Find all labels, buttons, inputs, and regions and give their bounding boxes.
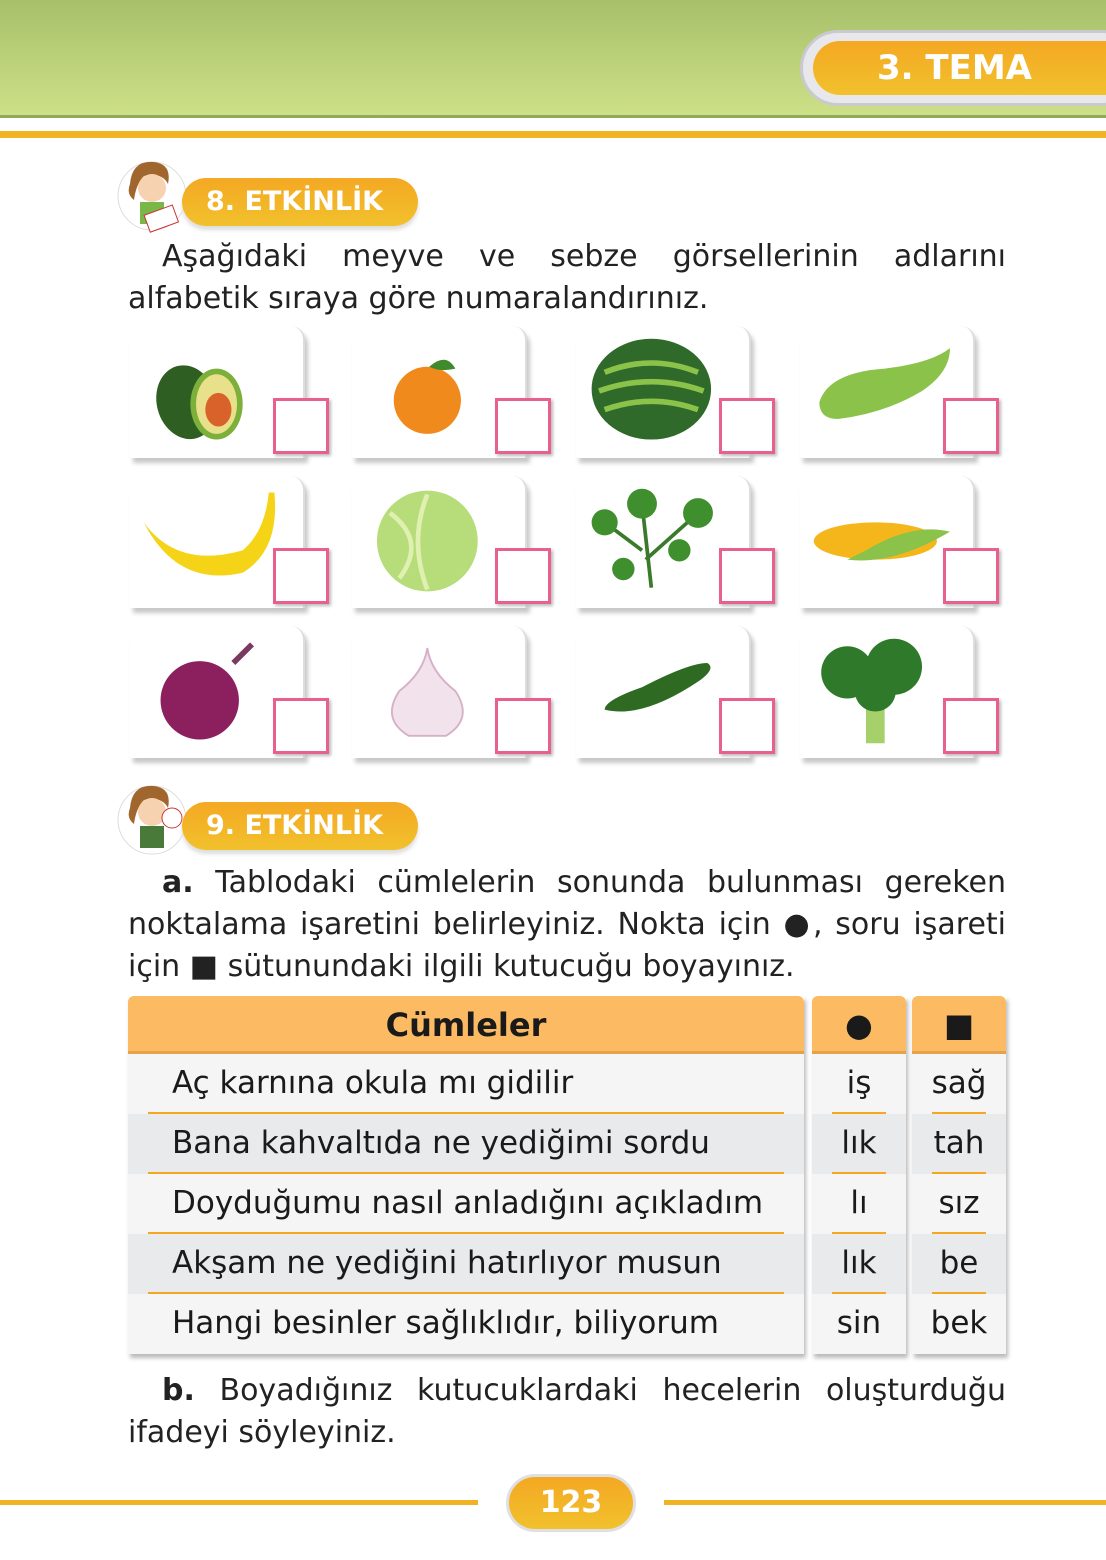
sentence-cell: Hangi besinler sağlıklıdır, biliyorum [128,1294,804,1354]
number-checkbox[interactable] [495,548,551,604]
broccoli-icon [810,632,950,750]
cucumber-icon [586,632,726,750]
produce-card [576,476,751,608]
dot-syllable-cell[interactable]: iş [812,1054,906,1114]
sentence-cell: Aç karnına okula mı gidilir [128,1054,804,1114]
activity-9-part-a [128,862,1006,988]
theme-label: 3. TEMA [813,41,1106,95]
watermelon-icon [586,332,726,450]
number-checkbox[interactable] [495,398,551,454]
square-column [912,996,1006,1354]
dot-syllable-cell[interactable]: lık [812,1234,906,1294]
number-checkbox[interactable] [719,398,775,454]
number-checkbox[interactable] [719,548,775,604]
number-checkbox[interactable] [273,398,329,454]
dot-column [812,996,906,1354]
apricot-icon [362,332,502,450]
footer-line-right [664,1500,1106,1505]
square-syllable-cell[interactable]: sağ [912,1054,1006,1114]
part-a-label: a. [162,865,194,900]
sentences-column [128,996,804,1354]
zucchini-icon [810,332,950,450]
produce-card [352,626,527,758]
sentence-cell: Akşam ne yediğini hatırlıyor musun [128,1234,804,1294]
produce-card [800,626,975,758]
cabbage-icon [362,482,502,600]
dot-syllable-cell[interactable]: lı [812,1174,906,1234]
avocado-icon [140,332,280,450]
produce-card [576,326,751,458]
activity-8-instruction: Aşağıdaki meyve ve sebze görsellerinin adlarını alfabetik sıraya göre numaralandırınız. [128,239,1006,316]
part-a-text: Tablodaki cümlelerin sonunda bulunması gereken noktalama işaretini belirleyiniz. Nokta için ●, soru işareti için ■ sütunundaki ilgili kutucuğu boyayınız. [128,865,1006,984]
square-syllable-cell[interactable]: sız [912,1174,1006,1234]
sentence-cell: Bana kahvaltıda ne yediğimi sordu [128,1114,804,1174]
girl-mascot-icon [112,778,192,858]
banana-icon [140,482,280,600]
produce-card [130,326,305,458]
onion-icon [140,632,280,750]
produce-card [352,476,527,608]
dot-header: ● [812,996,906,1054]
number-checkbox[interactable] [273,548,329,604]
square-syllable-cell[interactable]: be [912,1234,1006,1294]
produce-card [352,326,527,458]
page-number: 123 [506,1474,636,1532]
footer-line-left [0,1500,478,1505]
part-b-label: b. [162,1373,195,1408]
produce-card [800,326,975,458]
number-checkbox[interactable] [273,698,329,754]
theme-badge [800,30,1106,106]
dot-syllable-cell[interactable]: lık [812,1114,906,1174]
produce-card [130,476,305,608]
activity-9-title: 9. ETKİNLİK [182,802,418,850]
square-syllable-cell[interactable]: tah [912,1114,1006,1174]
part-b-text: Boyadığınız kutucuklardaki hecelerin oluşturduğu ifadeyi söyleyiniz. [128,1373,1006,1450]
girl-mascot-icon [112,154,192,234]
garlic-icon [362,632,502,750]
number-checkbox[interactable] [495,698,551,754]
produce-card [576,626,751,758]
dot-syllable-cell[interactable]: sin [812,1294,906,1354]
number-checkbox[interactable] [719,698,775,754]
square-header: ■ [912,996,1006,1054]
sentence-cell: Doyduğumu nasıl anladığını açıkladım [128,1174,804,1234]
parsley-icon [586,482,726,600]
number-checkbox[interactable] [943,698,999,754]
header-divider [0,131,1106,138]
produce-card [800,476,975,608]
activity-8-badge [112,172,422,232]
number-checkbox[interactable] [943,548,999,604]
corn-icon [810,482,950,600]
square-syllable-cell[interactable]: bek [912,1294,1006,1354]
activity-9-badge [112,796,422,856]
activity-8-title: 8. ETKİNLİK [182,178,418,226]
number-checkbox[interactable] [943,398,999,454]
produce-card [130,626,305,758]
sentences-header: Cümleler [128,996,804,1054]
activity-9-part-b [128,1370,1006,1454]
